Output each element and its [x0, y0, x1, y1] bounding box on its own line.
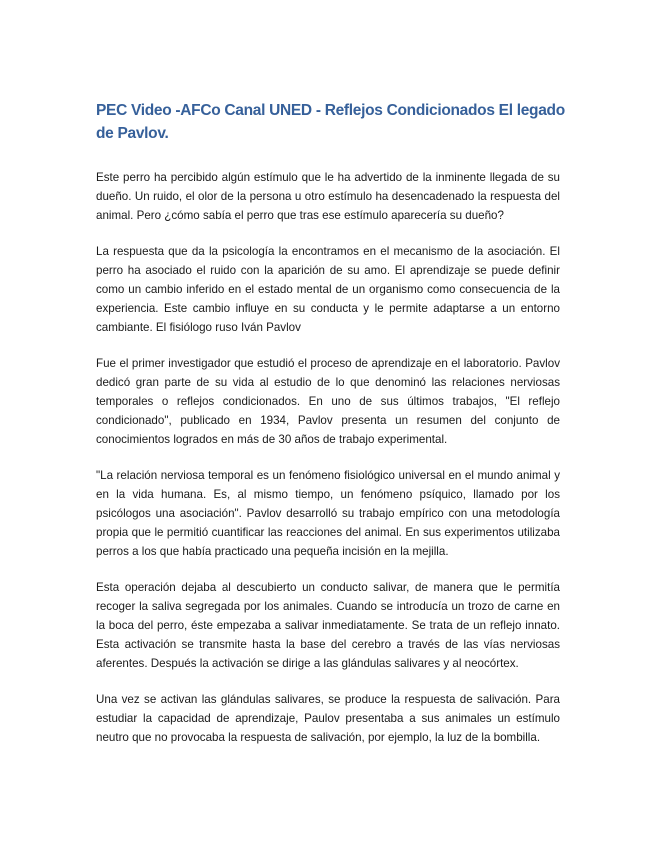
paragraph: Una vez se activan las glándulas salivares, se produce la respuesta de salivación. Para estudiar la capacidad de aprendizaje, Paulov presentaba a sus animales un estímulo neutro que no provocaba la respuesta de salivación, por ejemplo, la luz de la bombilla. — [96, 692, 560, 745]
document-title: PEC Video -AFCo Canal UNED - Reflejos Condicionados El legado de Pavlov. — [96, 102, 565, 142]
paragraph: "La relación nerviosa temporal es un fenómeno fisiológico universal en el mundo animal y en la vida humana. Es, al mismo tiempo, un fenómeno psíquico, llamado por los psicólogos una asociación". Pavlov desarrolló su trabajo empírico con una metodología propia que le permitió cuantificar las reacciones del animal. En sus experimentos utilizaba perros a los que había practicado una pequeña incisión en la mejilla. — [96, 468, 560, 559]
paragraph: Este perro ha percibido algún estímulo que le ha advertido de la inminente llegada de su dueño. Un ruido, el olor de la persona u otro estímulo ha desencadenado la respuesta del animal. Pero ¿cómo sabía el perro que tras ese estímulo aparecería su dueño? — [96, 171, 560, 223]
document-body — [96, 168, 560, 763]
paragraph: Esta operación dejaba al descubierto un conducto salivar, de manera que le permitía recoger la saliva segregada por los animales. Cuando se introducía un trozo de carne en la boca del perro, éste empezaba a salivar inmediatamente. Se trata de un reflejo innato. Esta activación se transmite hasta la base del cerebro a través de las vías nerviosas aferentes. Después la activación se dirige a las glándulas salivares y al neocórtex. — [96, 580, 560, 671]
paragraph: La respuesta que da la psicología la encontramos en el mecanismo de la asociación. El perro ha asociado el ruido con la aparición de su amo. El aprendizaje se puede definir como un cambio inferido en el estado mental de un organismo como consecuencia de la experiencia. Este cambio influye en su conducta y le permite adaptarse a un entorno cambiante. El fisiólogo ruso Iván Pavlov — [96, 244, 560, 335]
paragraph: Fue el primer investigador que estudió el proceso de aprendizaje en el laboratorio. Pavlov dedicó gran parte de su vida al estudio de lo que denominó las relaciones nerviosas temporales o reflejos condicionados. En uno de sus últimos trabajos, "El reflejo condicionado", publicado en 1934, Pavlov presenta un resumen del conjunto de conocimientos logrados en más de 30 años de trabajo experimental. — [96, 356, 560, 447]
